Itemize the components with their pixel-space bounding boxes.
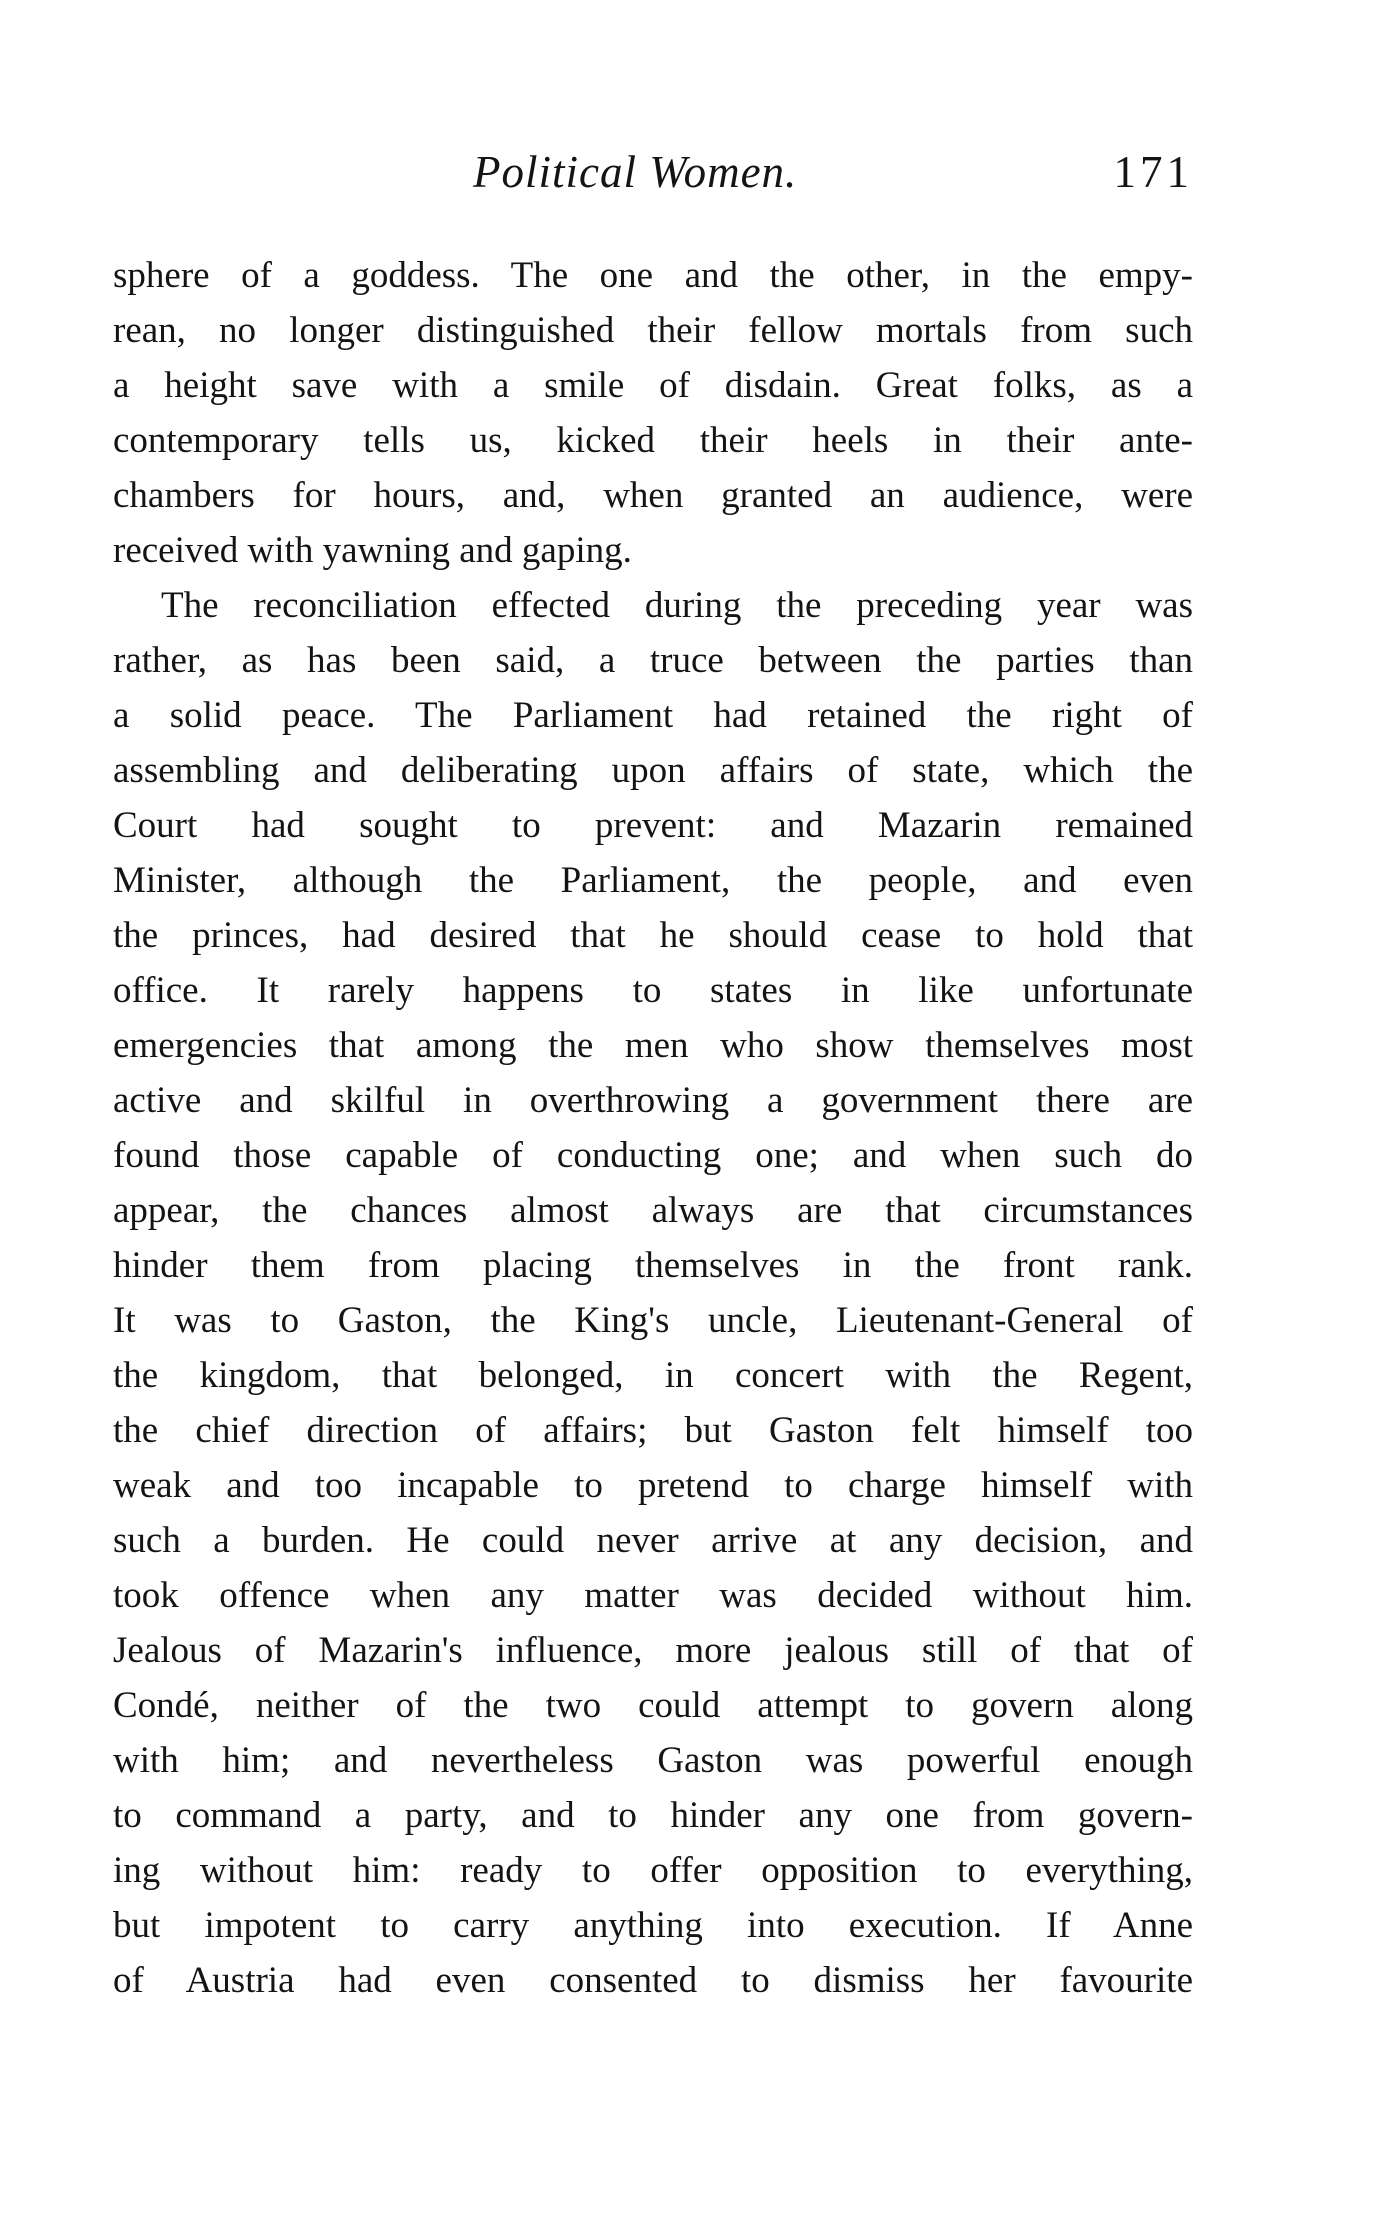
text-line: a solid peace. The Parliament had retained the right of	[113, 695, 1193, 736]
text-line: hinder them from placing themselves in the front rank.	[113, 1245, 1193, 1286]
text-line: ing without him: ready to offer opposition to everything,	[113, 1850, 1193, 1891]
text-line: Jealous of Mazarin's influence, more jealous still of that of	[113, 1630, 1193, 1671]
paragraph-end-line: received with yawning and gaping.	[113, 530, 632, 571]
body-text	[113, 248, 1193, 2008]
text-line: such a burden. He could never arrive at any decision, and	[113, 1520, 1193, 1561]
text-line: Court had sought to prevent: and Mazarin remained	[113, 805, 1193, 846]
paragraph-start-line: The reconciliation effected during the preceding year was	[161, 585, 1193, 626]
text-line: the princes, had desired that he should cease to hold that	[113, 915, 1193, 956]
text-line: active and skilful in overthrowing a government there are	[113, 1080, 1193, 1121]
page-number: 171	[1113, 147, 1193, 197]
text-line: found those capable of conducting one; and when such do	[113, 1135, 1193, 1176]
text-line: assembling and deliberating upon affairs of state, which the	[113, 750, 1193, 791]
text-line: a height save with a smile of disdain. Great folks, as a	[113, 365, 1193, 406]
text-line: took offence when any matter was decided without him.	[113, 1575, 1193, 1616]
text-line: the kingdom, that belonged, in concert with the Regent,	[113, 1355, 1193, 1396]
text-line: chambers for hours, and, when granted an audience, were	[113, 475, 1193, 516]
running-title: Political Women.	[473, 147, 798, 197]
text-line: but impotent to carry anything into execution. If Anne	[113, 1905, 1193, 1946]
text-line: weak and too incapable to pretend to charge himself with	[113, 1465, 1193, 1506]
text-line: emergencies that among the men who show themselves most	[113, 1025, 1193, 1066]
text-line: with him; and nevertheless Gaston was powerful enough	[113, 1740, 1193, 1781]
text-line: appear, the chances almost always are that circumstances	[113, 1190, 1193, 1231]
text-line: contemporary tells us, kicked their heels in their ante-	[113, 420, 1193, 461]
running-head	[113, 142, 1193, 212]
text-line: office. It rarely happens to states in like unfortunate	[113, 970, 1193, 1011]
text-line: to command a party, and to hinder any one from govern-	[113, 1795, 1193, 1836]
text-line: of Austria had even consented to dismiss her favourite	[113, 1960, 1193, 2001]
text-line: Minister, although the Parliament, the people, and even	[113, 860, 1193, 901]
text-line: the chief direction of affairs; but Gaston felt himself too	[113, 1410, 1193, 1451]
text-line: sphere of a goddess. The one and the other, in the empy-	[113, 255, 1193, 296]
text-line: rean, no longer distinguished their fellow mortals from such	[113, 310, 1193, 351]
text-line: It was to Gaston, the King's uncle, Lieutenant-General of	[113, 1300, 1193, 1341]
text-line: Condé, neither of the two could attempt to govern along	[113, 1685, 1193, 1726]
text-line: rather, as has been said, a truce between the parties than	[113, 640, 1193, 681]
